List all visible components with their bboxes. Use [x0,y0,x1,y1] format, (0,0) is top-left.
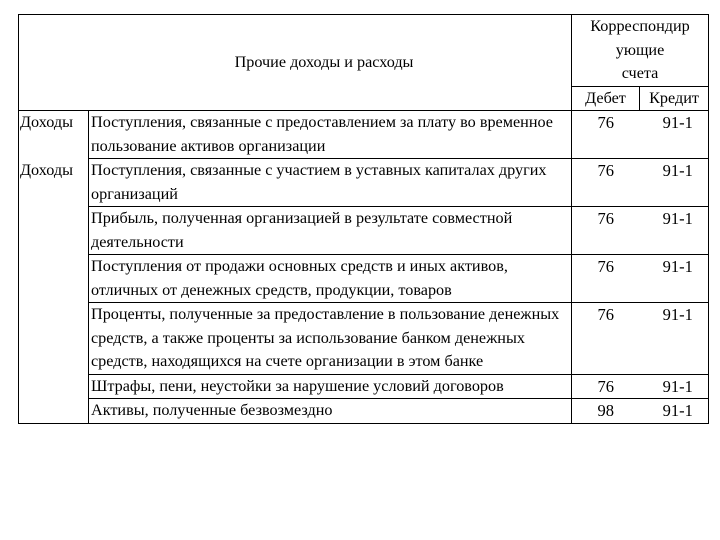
table-row [19,374,709,399]
row-credit: 91-1 [640,255,709,303]
corr-line-3: счета [621,64,659,82]
row-credit: 91-1 [640,207,709,255]
row-credit: 91-1 [640,303,709,375]
table-row [19,399,709,424]
row-debit: 76 [572,255,640,303]
corr-line-2: ующие [615,40,665,59]
row-type: Доходы [19,159,89,207]
debit-header: Дебет [572,86,640,111]
row-description: Поступления от продажи основных средств и иных активов, отличных от денежных средств, продукции, товаров [89,255,572,303]
row-debit: 76 [572,207,640,255]
row-debit: 76 [572,303,640,375]
table-row [19,159,709,207]
table-row [19,111,709,159]
row-description: Поступления, связанные с предоставлением за плату во временное пользование активов организации [89,111,572,159]
credit-header: Кредит [640,86,709,111]
row-type [19,374,89,399]
row-credit: 91-1 [640,159,709,207]
row-description: Штрафы, пени, неустойки за нарушение условий договоров [89,374,572,399]
row-credit: 91-1 [640,374,709,399]
row-debit: 76 [572,374,640,399]
table-row [19,255,709,303]
row-credit: 91-1 [640,111,709,159]
corr-accounts-header [572,15,709,87]
row-type [19,399,89,424]
row-debit: 76 [572,111,640,159]
corr-line-1: Корреспондир [590,17,690,35]
row-credit: 91-1 [640,399,709,424]
row-description: Прибыль, полученная организацией в результате совместной деятельности [89,207,572,255]
row-type [19,255,89,303]
row-type [19,207,89,255]
table-row [19,303,709,375]
row-description: Активы, полученные безвозмездно [89,399,572,424]
row-description: Проценты, полученные за предоставление в пользование денежных средств, а также проценты за использование банком денежных средств, находящихся на счете организации в этом банке [89,303,572,375]
row-type [19,303,89,375]
row-debit: 98 [572,399,640,424]
table-row [19,207,709,255]
table-title: Прочие доходы и расходы [19,15,572,111]
header-row [19,15,709,87]
row-debit: 76 [572,159,640,207]
row-description: Поступления, связанные с участием в уставных капиталах других организаций [89,159,572,207]
income-expense-table [18,14,709,424]
row-type: Доходы [19,111,89,159]
